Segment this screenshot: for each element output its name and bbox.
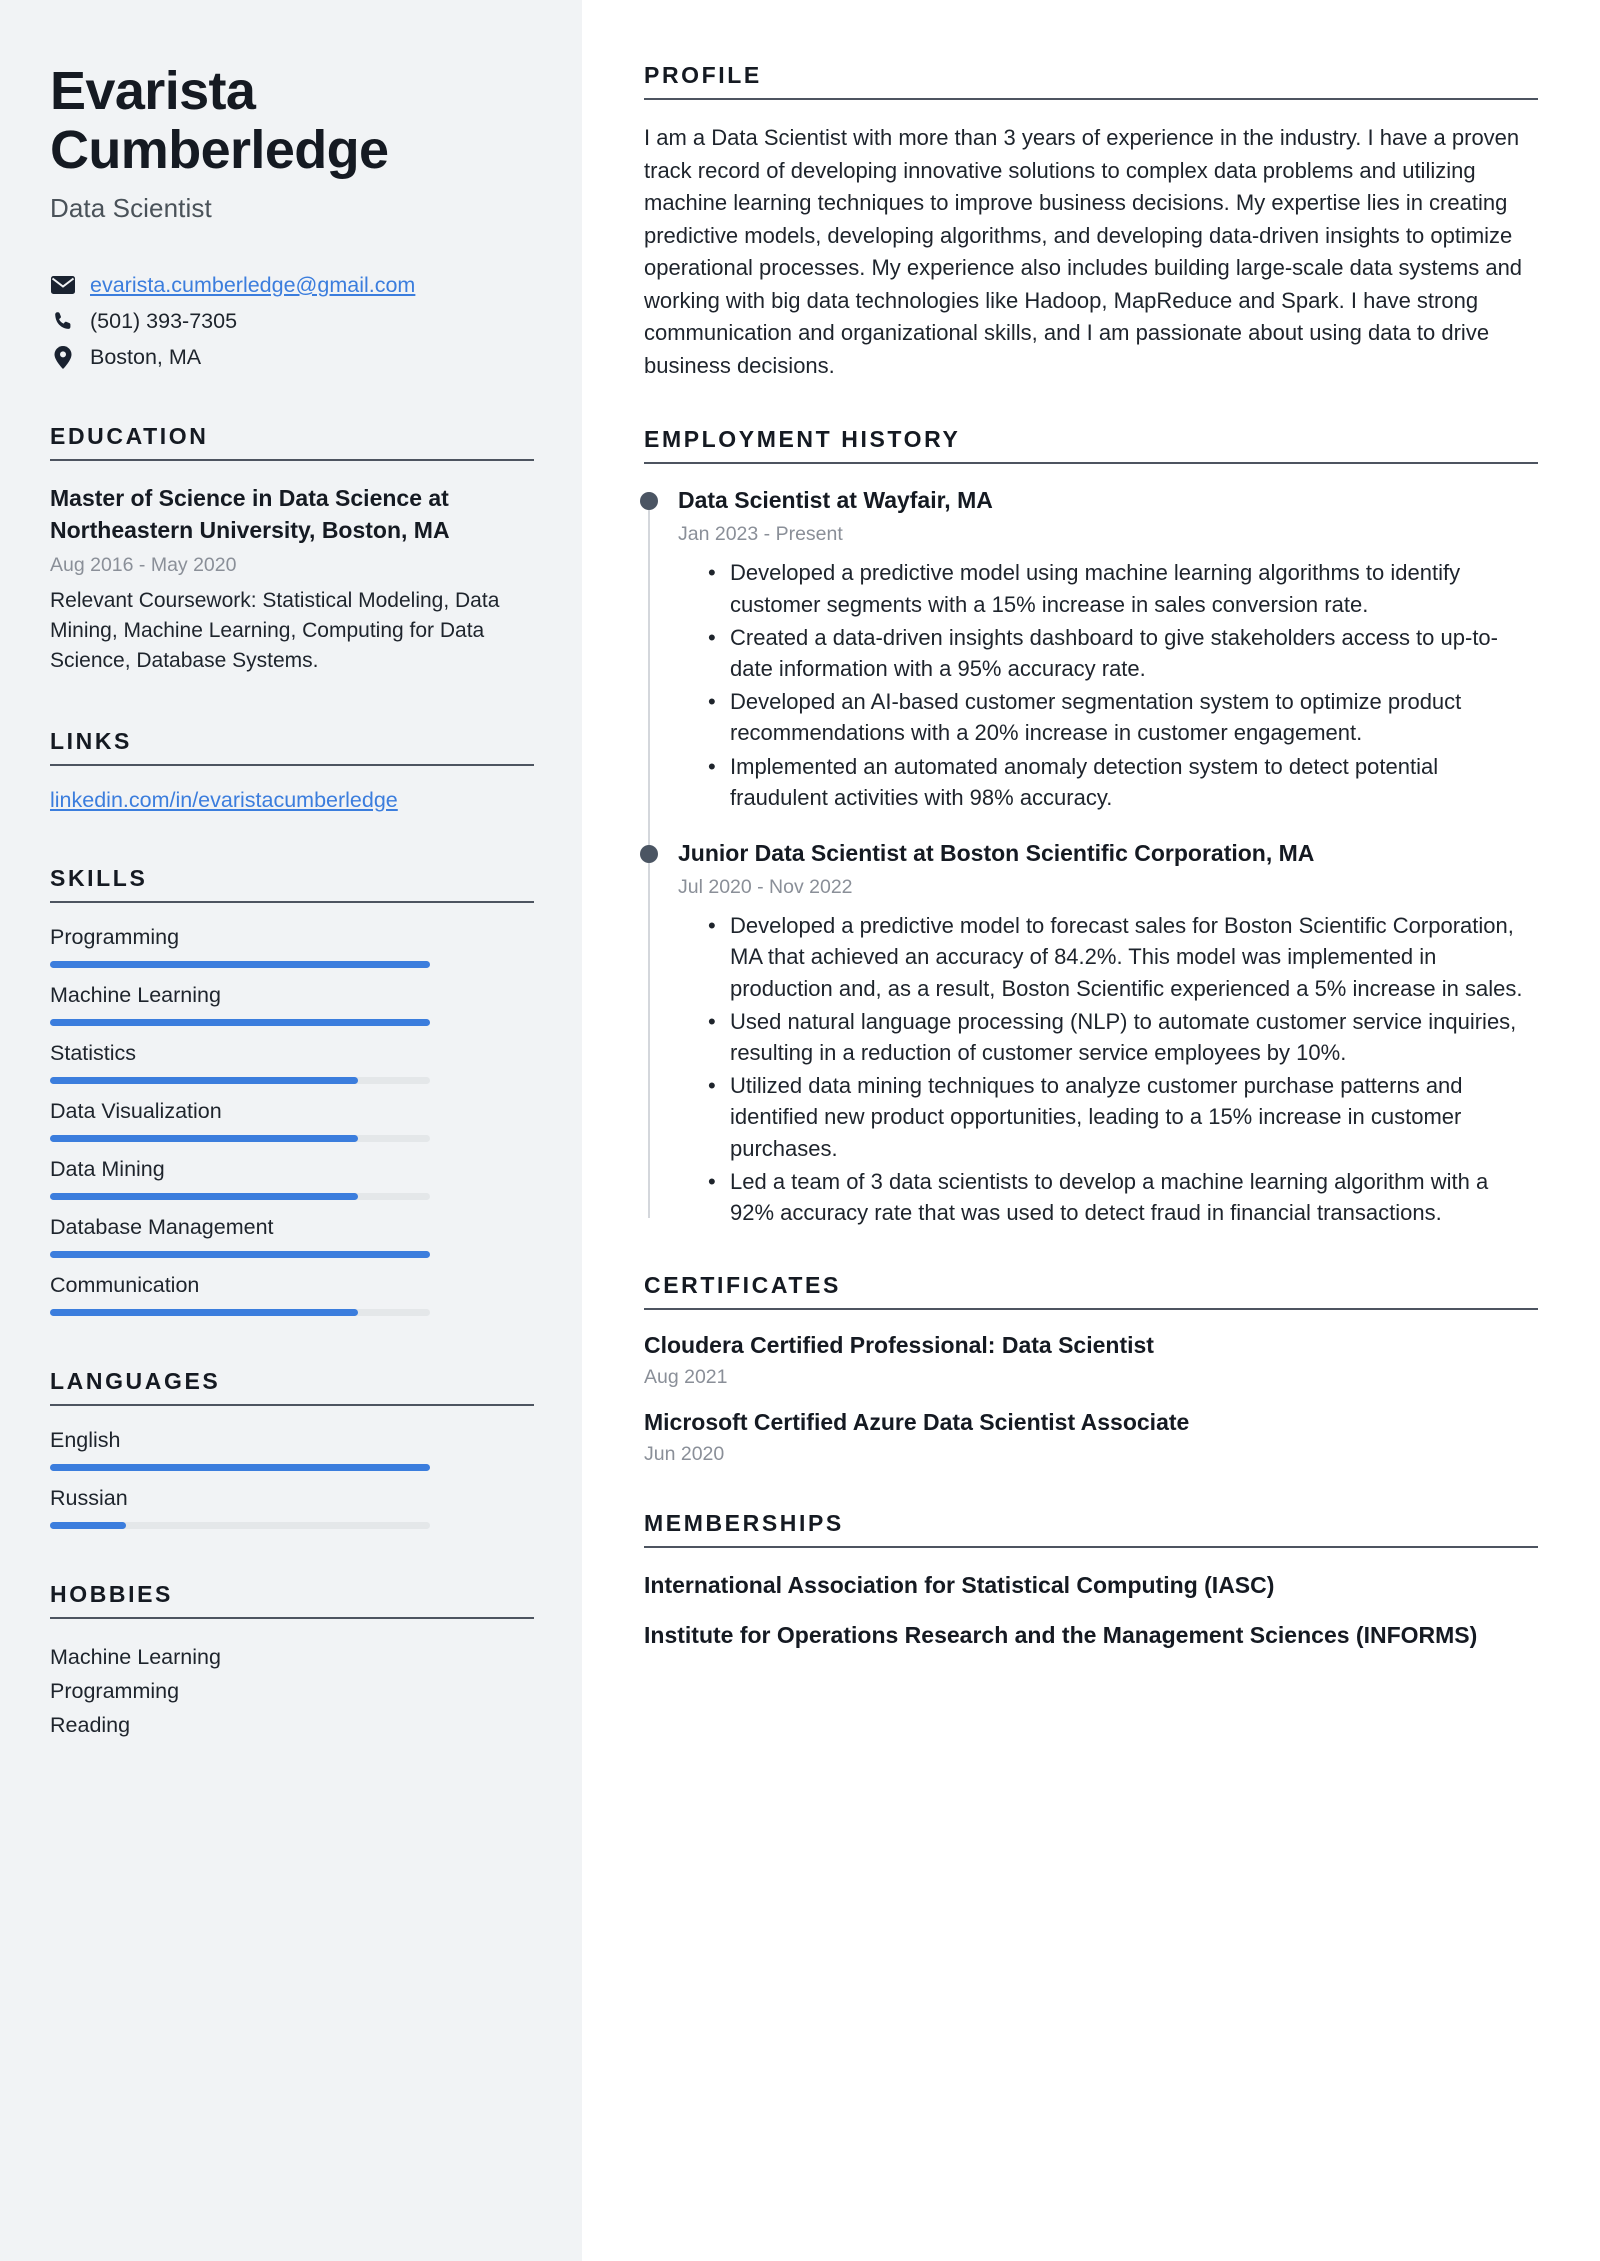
education-heading: EDUCATION bbox=[50, 422, 209, 449]
certificates-list bbox=[644, 1332, 1538, 1466]
certificate-item bbox=[644, 1332, 1538, 1389]
skill-label: Communication bbox=[50, 1272, 200, 1297]
envelope-icon bbox=[50, 276, 76, 294]
linkedin-link[interactable]: linkedin.com/in/evaristacumberledge bbox=[50, 787, 398, 812]
memberships-list bbox=[644, 1570, 1538, 1651]
job-bullet: • Utilized data mining techniques to analyze customer purchase patterns and identified new product opportunities, leading to a 15% increase in customer purchases. bbox=[708, 1070, 1538, 1164]
profile-text: I am a Data Scientist with more than 3 years of experience in the industry. I have a proven track record of developing innovative solutions to complex data problems and utilizing machine learning techniques to improve business decisions. My expertise lies in creating predictive models, developing algorithms, and developing data-driven insights to optimize operational processes. My experience also includes building large-scale data systems and working with big data technologies like Hadoop, MapReduce and Spark. I have strong communication and organizational skills, and I am passionate about using data to drive business decisions. bbox=[644, 125, 1523, 378]
employment-section bbox=[644, 426, 1538, 1228]
employment-entry bbox=[678, 839, 1538, 1228]
skills-divider bbox=[50, 901, 534, 903]
contact-phone-row bbox=[50, 308, 534, 335]
skill-bar-fill bbox=[50, 1077, 358, 1084]
memberships-heading: MEMBERSHIPS bbox=[644, 1510, 844, 1537]
membership-item: Institute for Operations Research and the Management Sciences (INFORMS) bbox=[644, 1622, 1478, 1649]
skill-label: Programming bbox=[50, 924, 180, 949]
language-label: Russian bbox=[50, 1485, 128, 1510]
memberships-section bbox=[644, 1510, 1538, 1651]
memberships-divider bbox=[644, 1546, 1538, 1548]
skills-heading: SKILLS bbox=[50, 864, 148, 891]
candidate-job-title: Data Scientist bbox=[50, 192, 212, 223]
location-text: Boston, MA bbox=[90, 344, 202, 369]
skill-label: Data Mining bbox=[50, 1156, 165, 1181]
links-divider bbox=[50, 764, 534, 766]
employment-timeline bbox=[644, 486, 1538, 1228]
job-bullet: • Created a data-driven insights dashboard to give stakeholders access to up-to-date information with a 95% accuracy rate. bbox=[708, 622, 1538, 684]
email-link[interactable]: evarista.cumberledge@gmail.com bbox=[90, 272, 416, 297]
certificate-name: Microsoft Certified Azure Data Scientist Associate bbox=[644, 1409, 1190, 1436]
location-pin-icon bbox=[50, 346, 76, 369]
languages-section bbox=[50, 1368, 534, 1529]
phone-icon bbox=[50, 310, 76, 332]
skill-bar-track bbox=[50, 1077, 430, 1084]
job-bullet: • Used natural language processing (NLP) to automate customer service inquiries, resulting in a reduction of customer service employees by 10%. bbox=[708, 1006, 1538, 1068]
certificate-date: Jun 2020 bbox=[644, 1443, 725, 1466]
education-date: Aug 2016 - May 2020 bbox=[50, 554, 237, 577]
skill-bar-track bbox=[50, 961, 430, 968]
job-role: Data Scientist at Wayfair, MA bbox=[678, 487, 993, 514]
skill-bar-fill bbox=[50, 1309, 358, 1316]
main-column bbox=[582, 0, 1600, 2261]
contact-email-row bbox=[50, 272, 534, 299]
job-bullet-list bbox=[678, 557, 1538, 813]
skill-bar-fill bbox=[50, 1135, 358, 1142]
skill-item bbox=[50, 1099, 534, 1142]
links-heading: LINKS bbox=[50, 727, 132, 754]
language-bar-track bbox=[50, 1522, 430, 1529]
education-description: Relevant Coursework: Statistical Modeling, Data Mining, Machine Learning, Computing for Data Science, Database Systems. bbox=[50, 589, 500, 672]
contact-list bbox=[50, 272, 534, 371]
language-item bbox=[50, 1428, 534, 1471]
job-date: Jan 2023 - Present bbox=[678, 523, 843, 546]
education-degree: Master of Science in Data Science at Northeastern University, Boston, MA bbox=[50, 484, 450, 543]
skill-bar-fill bbox=[50, 961, 430, 968]
skills-list bbox=[50, 925, 534, 1316]
language-label: English bbox=[50, 1427, 121, 1452]
language-bar-fill bbox=[50, 1464, 430, 1471]
skill-label: Statistics bbox=[50, 1040, 137, 1065]
certificate-item bbox=[644, 1409, 1538, 1466]
certificates-section bbox=[644, 1272, 1538, 1466]
education-section bbox=[50, 423, 534, 676]
skill-label: Machine Learning bbox=[50, 982, 221, 1007]
skill-label: Data Visualization bbox=[50, 1098, 222, 1123]
timeline-dot-icon bbox=[640, 845, 658, 863]
skill-bar-fill bbox=[50, 1019, 430, 1026]
skill-bar-track bbox=[50, 1251, 430, 1258]
certificate-name: Cloudera Certified Professional: Data Scientist bbox=[644, 1332, 1154, 1359]
languages-divider bbox=[50, 1404, 534, 1406]
candidate-name: Evarista Cumberledge bbox=[50, 61, 389, 181]
hobby-item: Reading bbox=[50, 1712, 131, 1737]
hobbies-section bbox=[50, 1581, 534, 1743]
skill-item bbox=[50, 925, 534, 968]
job-date: Jul 2020 - Nov 2022 bbox=[678, 876, 853, 899]
timeline-dot-icon bbox=[640, 492, 658, 510]
profile-divider bbox=[644, 98, 1538, 100]
hobby-item: Programming bbox=[50, 1678, 180, 1703]
hobbies-divider bbox=[50, 1617, 534, 1619]
job-bullet: • Implemented an automated anomaly detection system to detect potential fraudulent activities with 98% accuracy. bbox=[708, 751, 1538, 813]
job-bullet-list bbox=[678, 910, 1538, 1228]
job-bullet: • Developed a predictive model to forecast sales for Boston Scientific Corporation, MA that achieved an accuracy of 84.2%. This model was implemented in production and, as a result, Boston Scientific experienced a 5% increase in sales. bbox=[708, 910, 1538, 1004]
language-bar-track bbox=[50, 1464, 430, 1471]
employment-heading: EMPLOYMENT HISTORY bbox=[644, 426, 961, 453]
languages-heading: LANGUAGES bbox=[50, 1367, 221, 1394]
skill-bar-fill bbox=[50, 1193, 358, 1200]
skill-label: Database Management bbox=[50, 1214, 274, 1239]
job-bullet: • Led a team of 3 data scientists to develop a machine learning algorithm with a 92% accuracy rate that was used to detect fraud in financial transactions. bbox=[708, 1166, 1538, 1228]
skill-bar-track bbox=[50, 1019, 430, 1026]
employment-entry bbox=[678, 486, 1538, 813]
hobby-item: Machine Learning bbox=[50, 1644, 221, 1669]
certificate-date: Aug 2021 bbox=[644, 1366, 728, 1389]
skills-section bbox=[50, 865, 534, 1316]
education-divider bbox=[50, 459, 534, 461]
skill-bar-fill bbox=[50, 1251, 430, 1258]
language-bar-fill bbox=[50, 1522, 126, 1529]
membership-item: International Association for Statistical Computing (IASC) bbox=[644, 1572, 1275, 1599]
hobbies-list bbox=[50, 1641, 534, 1743]
job-bullet: • Developed a predictive model using machine learning algorithms to identify customer segments with a 15% increase in sales conversion rate. bbox=[708, 557, 1538, 619]
skill-item bbox=[50, 983, 534, 1026]
job-bullet: • Developed an AI-based customer segmentation system to optimize product recommendations with a 20% increase in customer engagement. bbox=[708, 686, 1538, 748]
skill-bar-track bbox=[50, 1309, 430, 1316]
employment-divider bbox=[644, 462, 1538, 464]
phone-number: (501) 393-7305 bbox=[90, 308, 238, 333]
skill-item bbox=[50, 1273, 534, 1316]
hobbies-heading: HOBBIES bbox=[50, 1580, 173, 1607]
certificates-divider bbox=[644, 1308, 1538, 1310]
skill-item bbox=[50, 1041, 534, 1084]
job-role: Junior Data Scientist at Boston Scientific Corporation, MA bbox=[678, 840, 1315, 867]
languages-list bbox=[50, 1428, 534, 1529]
profile-heading: PROFILE bbox=[644, 62, 762, 88]
skill-bar-track bbox=[50, 1135, 430, 1142]
certificates-heading: CERTIFICATES bbox=[644, 1272, 841, 1299]
skill-item bbox=[50, 1157, 534, 1200]
skill-item bbox=[50, 1215, 534, 1258]
language-item bbox=[50, 1486, 534, 1529]
skill-bar-track bbox=[50, 1193, 430, 1200]
contact-location-row bbox=[50, 344, 534, 371]
links-section bbox=[50, 728, 534, 813]
profile-section bbox=[644, 62, 1538, 382]
sidebar bbox=[0, 0, 582, 2261]
